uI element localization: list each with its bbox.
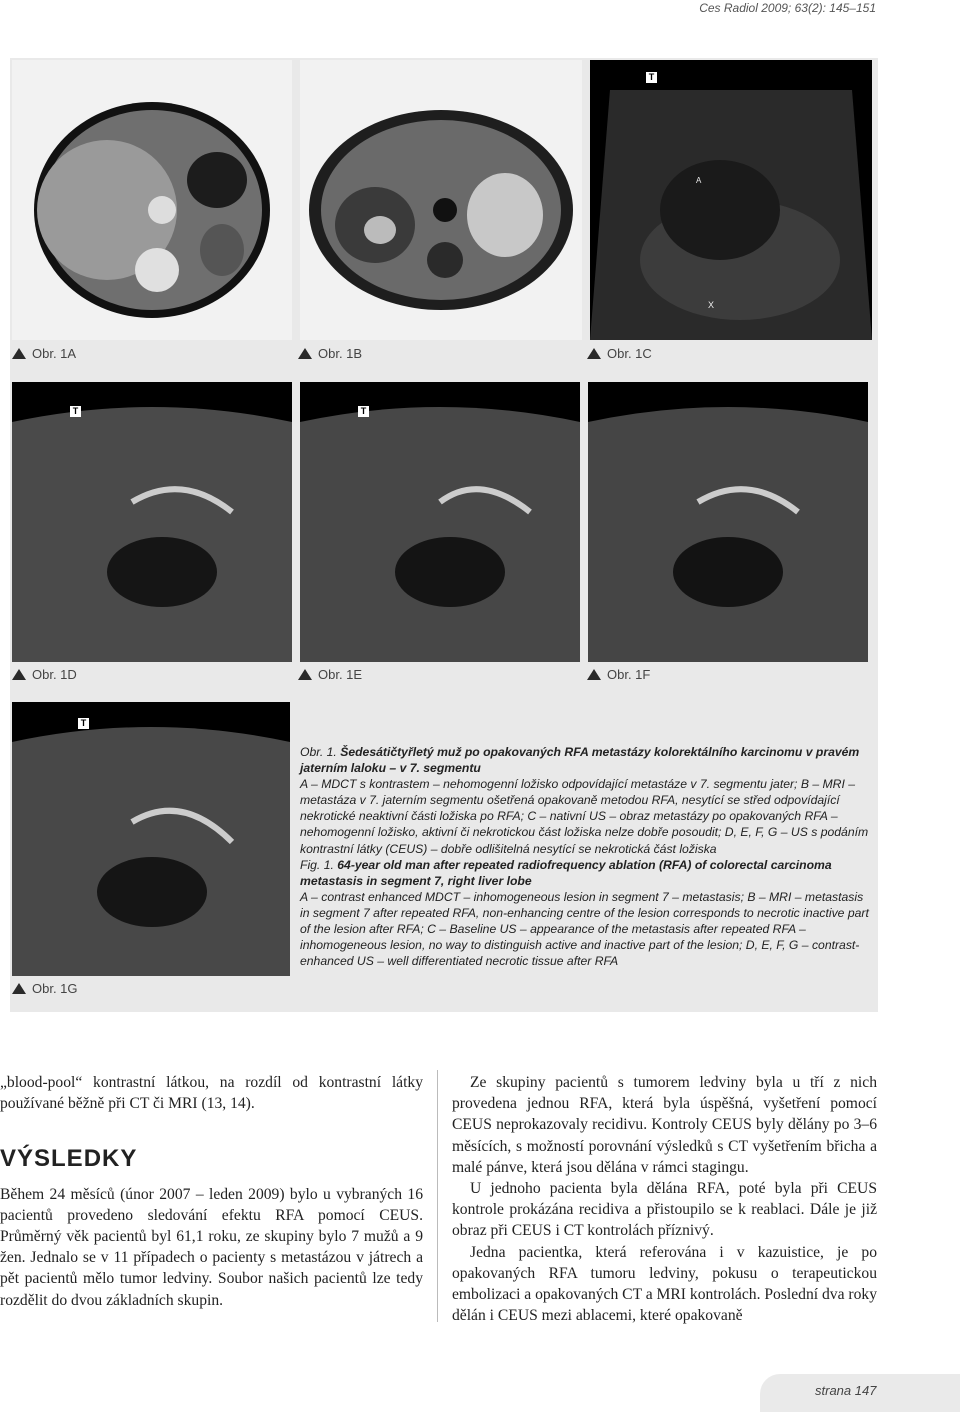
figure-1f-ceus-image [588, 382, 868, 662]
body-left-column [0, 1072, 423, 1311]
triangle-icon [298, 348, 312, 359]
us-orientation-marker: T [358, 406, 369, 417]
legend-en-body: A – contrast enhanced MDCT – inhomogeneous lesion in segment 7 – metastasis; B – MRI – metastasis in segment 7 after repeated RFA, non-enhancing centre of the lesion corresponds to necrotic inactive part of the lesion after RFA; C – Baseline US – appearance of the metastasis after repeated RFA – inhomogeneous lesion, no way to distinguish active and inactive part of the lesion; D, E, F, G – contrast-enhanced US – well differentiated necrotic tissue after RFA [300, 889, 869, 969]
figure-1a-ct-image [12, 60, 292, 340]
figure-caption-1d [12, 667, 77, 682]
caption-label: Obr. 1C [607, 346, 652, 361]
body-right-column [452, 1072, 877, 1326]
figure-caption-1g [12, 981, 78, 996]
caption-label: Obr. 1D [32, 667, 77, 682]
us-orientation-marker: T [78, 718, 89, 729]
triangle-icon [12, 669, 26, 680]
figure-1d-ceus-image [12, 382, 292, 662]
figure-1g-ceus-image [12, 702, 290, 976]
legend-en [300, 857, 870, 970]
us-orientation-marker: T [70, 406, 81, 417]
paragraph: Ze skupiny pacientů s tumorem ledviny byla u tří z nich provedena jednou RFA, která byla úspěšná, vyšetření pomocí CEUS neprokazovaly recidivu. Kontroly CEUS byly dělány po 3–6 měsících, s možností porovnání výsledků s CT vyšetřením břicha a malé pánve, která jsou dělána v rámci stagingu. [452, 1074, 877, 1176]
paragraph: „blood-pool“ kontrastní látkou, na rozdíl od kontrastní látky používané běžně při CT či MRI (13, 14). [0, 1074, 423, 1113]
caption-label: Obr. 1E [318, 667, 363, 682]
triangle-icon [587, 669, 601, 680]
legend-cz-prefix: Obr. 1. [300, 745, 337, 759]
legend-cz-title: Šedesátičtyřletý muž po opakovaných RFA metastázy kolorektálního karcinomu v pravém jaterním laloku – v 7. segmentu [300, 745, 860, 776]
paragraph: U jednoho pacienta byla dělána RFA, poté byla při CEUS kontrole prokázána recidiva a přistoupilo se k reablaci. Dále je již obraz při CEUS i CT kontrolách příznivý. [452, 1180, 877, 1240]
triangle-icon [12, 983, 26, 994]
caption-label: Obr. 1F [607, 667, 651, 682]
figure-caption-1c [587, 346, 652, 361]
figure-caption-1b [298, 346, 362, 361]
figure-caption-1a [12, 346, 76, 361]
figure-1b-mri-image [300, 60, 582, 340]
paragraph: Jedna pacientka, která referována i v kazuistice, je po opakovaných RFA tumoru ledviny, pokusu o terapeutickou embolizaci a opakovaných CT a MRI kontrolách. Poslední dva roky dělán i CEUS mezi ablacemi, které opakovaně [452, 1243, 877, 1325]
triangle-icon [587, 348, 601, 359]
paragraph: Během 24 měsíců (únor 2007 – leden 2009) bylo u vybraných 16 pacientů provedeno sledování efektu RFA pomocí CEUS. Průměrný věk pacientů byl 61,1 roku, ze skupiny bylo 7 mužů a 9 žen. Jednalo se v 11 případech o pacienty s metastázou v játrech a pět pacientů mělo tumor ledviny. Soubor našich pacientů lze tedy rozdělit do dvou základních skupin. [0, 1185, 423, 1309]
running-head: Ces Radiol 2009; 63(2): 145–151 [699, 1, 876, 15]
figure-legend [300, 744, 870, 969]
figure-1e-ceus-image [300, 382, 580, 662]
caption-label: Obr. 1B [318, 346, 363, 361]
page-number: strana 147 [815, 1383, 877, 1398]
caption-label: Obr. 1A [32, 346, 77, 361]
us-orientation-marker: T [646, 72, 657, 83]
measurement-label-x: X [708, 300, 715, 310]
caption-label: Obr. 1G [32, 981, 78, 996]
legend-cz-body: A – MDCT s kontrastem – nehomogenní ložisko odpovídající metastáze v 7. segmentu jater; B – MRI – metastáza v 7. jaterním segmentu ošetřená opakovaně metodou RFA, nesytící se střed odpovídající nekrotické neaktivní části ložiska po RFA; C – nativní US – obraz metastázy po opakovaných RFA – nehomogenní ložisko, aktivní či nekrotickou část ložiska nelze dobře posoudit; D, E, F, G – US s podáním kontrastní látky (CEUS) – dobře odlišitelná nesytící se nekrotická část ložiska [300, 777, 869, 856]
section-heading: VÝSLEDKY [0, 1145, 138, 1173]
triangle-icon [298, 669, 312, 680]
legend-cz [300, 744, 870, 857]
measurement-label-a: A [696, 176, 702, 185]
legend-en-prefix: Fig. 1. [300, 857, 334, 872]
figure-caption-1e [298, 667, 362, 682]
legend-en-title: 64-year old man after repeated radiofrequency ablation (RFA) of colorectal carcinoma metastasis in segment 7, right liver lobe [300, 857, 832, 888]
column-divider [437, 1070, 438, 1322]
figure-1c-us-image [590, 60, 872, 340]
figure-caption-1f [587, 667, 650, 682]
triangle-icon [12, 348, 26, 359]
